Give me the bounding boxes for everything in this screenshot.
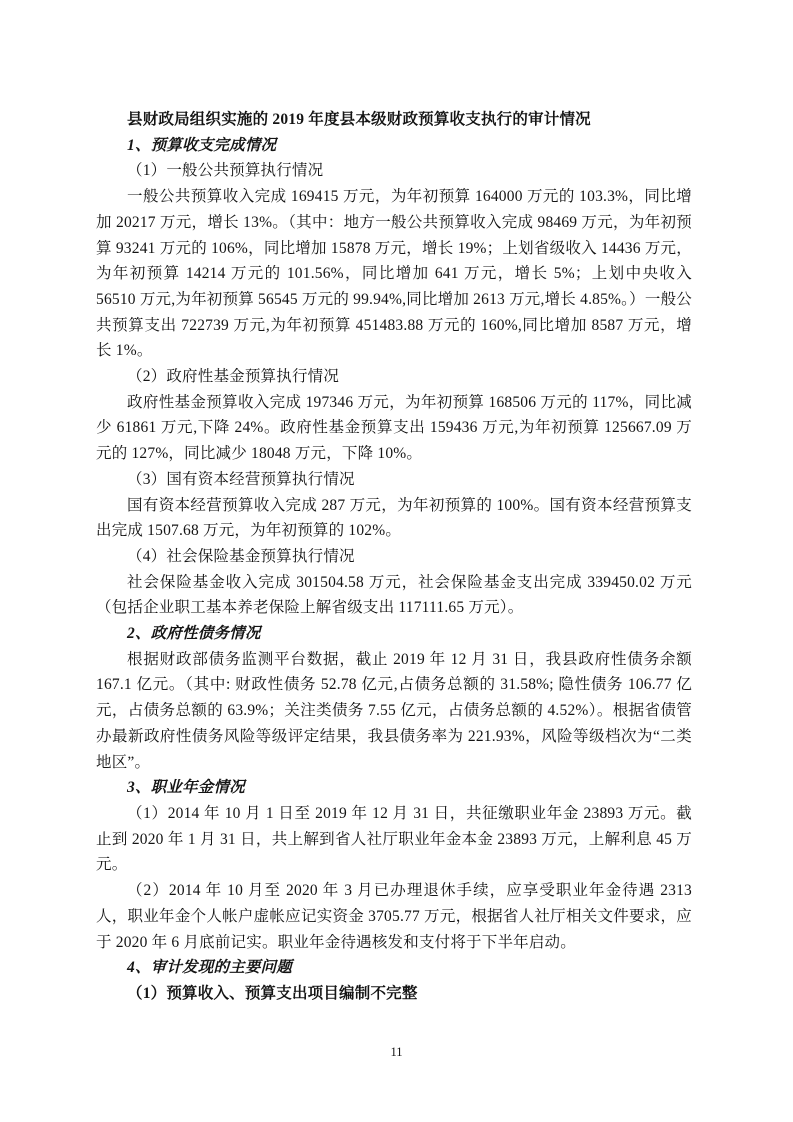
document-body [96, 107, 692, 1007]
subheading-4-1: （1）预算收入、预算支出项目编制不完整 [127, 984, 418, 1002]
heading-section-1: 1、预算收支完成情况 [127, 136, 277, 154]
paragraph-annuity-1: （1）2014 年 10 月 1 日至 2019 年 12 月 31 日，共征缴职业年金 23893 万元。截止到 2020 年 1 月 31 日，共上解到省人社厅职业年金本金 23893 万元，上解利息 45 万元。 [96, 804, 692, 874]
subheading-1-1: （1）一般公共预算执行情况 [127, 162, 324, 180]
page-number: 11 [390, 1045, 403, 1059]
heading-section-4: 4、审计发现的主要问题 [127, 959, 292, 977]
heading-section-2: 2、政府性债务情况 [127, 625, 261, 643]
heading-section-3: 3、职业年金情况 [127, 779, 245, 797]
paragraph-state-capital-budget: 国有资本经营预算收入完成 287 万元，为年初预算的 100%。国有资本经营预算支出完成 1507.68 万元，为年初预算的 102%。 [96, 496, 692, 540]
paragraph-annuity-2: （2）2014 年 10 月至 2020 年 3 月已办理退休手续，应享受职业年金待遇 2313 人，职业年金个人帐户虚帐应记实资金 3705.77 万元，根据省人社厅相关文件要求，应于 2020 年 6 月底前记实。职业年金待遇核发和支付将于下半年启动。 [96, 882, 692, 951]
subheading-1-3: （3）国有资本经营预算执行情况 [127, 470, 355, 488]
subheading-1-2: （2）政府性基金预算执行情况 [127, 368, 340, 386]
paragraph-general-public-budget: 一般公共预算收入完成 169415 万元，为年初预算 164000 万元的 103.3%，同比增加 20217 万元，增长 13%。（其中：地方一般公共预算收入完成 98469 万元，为年初预算 93241 万元的 106%，同比增加 15878 万元，增长 19%；上划省级收入 14436 万元，为年初预算 14214 万元的 101.56%，同比增加 641 万元，增长 5%；上划中央收入 56510 万元,为年初预算 56545 万元的 99.94%,同比增加 2613 万元,增长 4.85%。）一般公共预算支出 722739 万元,为年初预算 451483.88 万元的 160%,同比增加 8587 万元，增长 1%。 [96, 188, 692, 360]
document-title: 县财政局组织实施的 2019 年度县本级财政预算收支执行的审计情况 [127, 111, 591, 128]
paragraph-government-fund-budget: 政府性基金预算收入完成 197346 万元，为年初预算 168506 万元的 117%，同比减少 61861 万元,下降 24%。政府性基金预算支出 159436 万元,为年初预算 125667.09 万元的 127%，同比减少 18048 万元，下降 10%。 [96, 393, 692, 463]
subheading-1-4: （4）社会保险基金预算执行情况 [127, 547, 355, 565]
paragraph-government-debt: 根据财政部债务监测平台数据，截止 2019 年 12 月 31 日，我县政府性债务余额 167.1 亿元。（其中: 财政性债务 52.78 亿元,占债务总额的 31.58%; 隐性债务 106.77 亿元，占债务总额的 63.9%；关注类债务 7.55 亿元，占债务总额的 4.52%）。根据省债管办最新政府性债务风险等级评定结果，我县债务率为 221.93%，风险等级档次为“二类地区”。 [96, 650, 692, 771]
paragraph-social-insurance-fund: 社会保险基金收入完成 301504.58 万元，社会保险基金支出完成 339450.02 万元（包括企业职工基本养老保险上解省级支出 117111.65 万元）。 [96, 573, 692, 617]
